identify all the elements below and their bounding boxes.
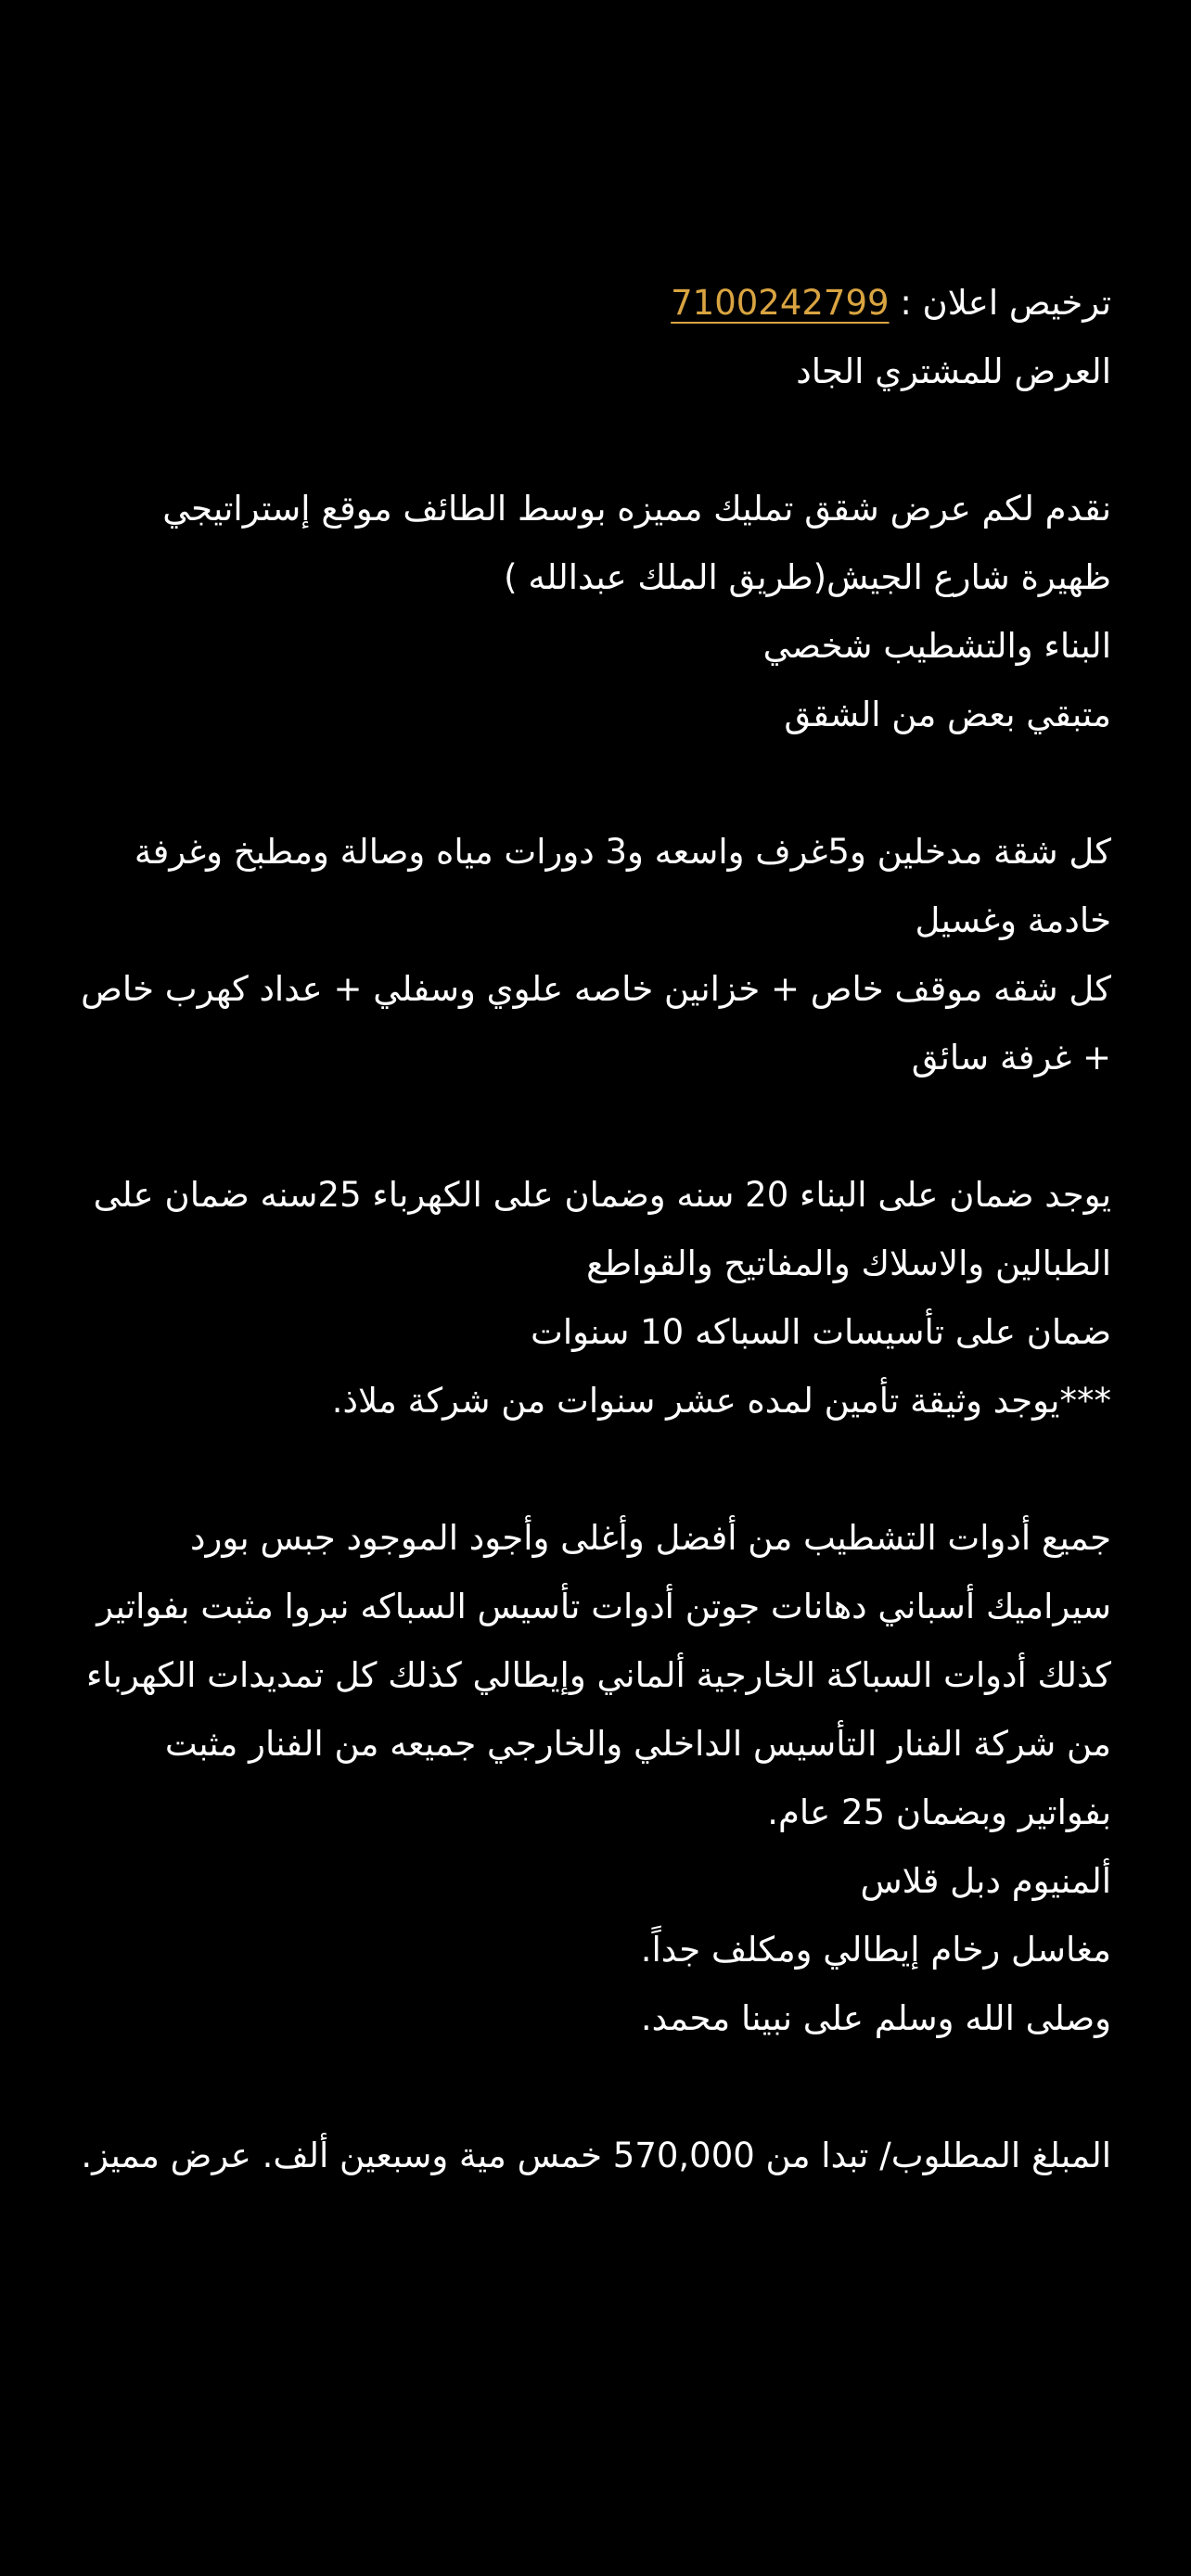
text-line: ***يوجد وثيقة تأمين لمده عشر سنوات من شركة ملاذ. [331, 1381, 1111, 1421]
blank-line [74, 749, 1111, 818]
text-line: متبقي بعض من الشقق [784, 695, 1111, 734]
license-number-link[interactable]: 7100242799 [671, 283, 890, 323]
text-line: ضمان على تأسيسات السباكه 10 سنوات [530, 1312, 1111, 1352]
message-body [74, 269, 1111, 2190]
text-line: كل شقة مدخلين و5غرف واسعه و3 دورات مياه وصالة ومطبخ وغرفة خادمة وغسيل [134, 832, 1111, 940]
text-line: يوجد ضمان على البناء 20 سنه وضمان على الكهرباء 25سنه ضمان على الطبالين والاسلاك والمفاتيح والقواطع [93, 1175, 1111, 1283]
blank-line [74, 1092, 1111, 1161]
text-line: العرض للمشتري الجاد [796, 351, 1111, 391]
license-label: ترخيص اعلان : [900, 283, 1111, 323]
price-line: المبلغ المطلوب/ تبدا من 570,000 خمس مية وسبعين ألف. عرض مميز. [81, 2136, 1111, 2175]
text-line: وصلى الله وسلم على نبينا محمد. [640, 1998, 1111, 2038]
license-line [74, 269, 1111, 338]
text-line: ألمنيوم دبل قلاس [860, 1861, 1111, 1901]
text-line: مغاسل رخام إيطالي ومكلف جداً. [640, 1930, 1111, 1970]
text-line: نقدم لكم عرض شقق تمليك مميزه بوسط الطائف موقع إستراتيجي ظهيرة شارع الجيش(طريق الملك عبدالله ) [162, 489, 1111, 597]
text-line: جميع أدوات التشطيب من أفضل وأغلى وأجود الموجود جبس بورد سيراميك أسباني دهانات جوتن أدوات تأسيس السباكه نبروا مثبت بفواتير كذلك أدوات السباكة الخارجية ألماني وإيطالي كذلك كل تمديدات الكهرباء من شركة الفنار التأسيس الداخلي والخارجي جميعه من الفنار مثبت بفواتير وبضمان 25 عام. [85, 1518, 1111, 1832]
blank-line [74, 406, 1111, 475]
blank-line [74, 1435, 1111, 1504]
text-line: كل شقه موقف خاص + خزانين خاصه علوي وسفلي + عداد كهرب خاص + غرفة سائق [81, 969, 1111, 1078]
blank-line [74, 2053, 1111, 2122]
text-line: البناء والتشطيب شخصي [762, 626, 1111, 666]
